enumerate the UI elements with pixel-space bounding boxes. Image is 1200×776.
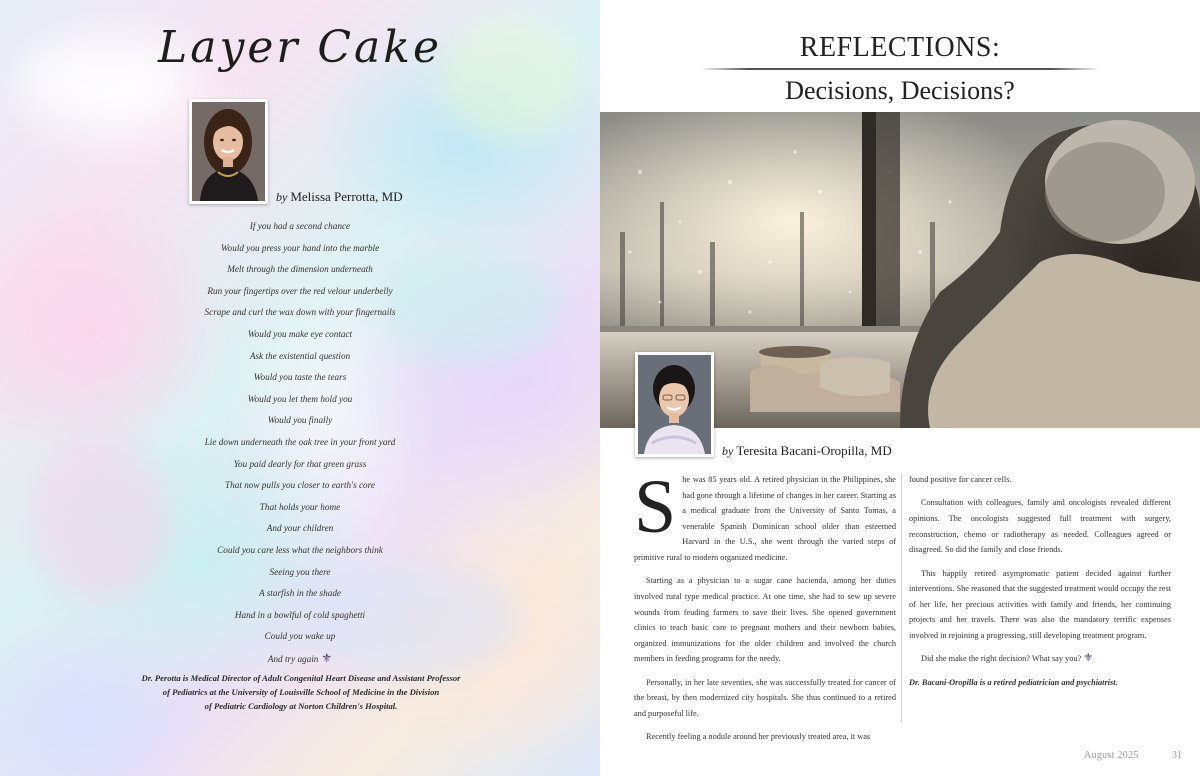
poem-line: A starfish in the shade bbox=[258, 588, 341, 599]
poem-line: That holds your home bbox=[259, 501, 341, 512]
poem-title: Layer Cake bbox=[158, 22, 442, 73]
author-bio: Dr. Bacani-Oropilla is a retired pediatrician and psychiatrist. bbox=[909, 677, 1118, 687]
author-byline bbox=[722, 443, 892, 459]
poem-line: Would you make eye contact bbox=[247, 328, 353, 339]
poem-line: Would you let them hold you bbox=[247, 393, 353, 404]
author-bio bbox=[118, 671, 484, 713]
poem-line: That now pulls you closer to earth's core bbox=[225, 480, 375, 491]
poem-line: Could you wake up bbox=[264, 631, 336, 642]
poem-line: Could you care less what the neighbors think bbox=[217, 544, 383, 555]
right-page bbox=[600, 0, 1200, 776]
article-subtitle: Decisions, Decisions? bbox=[785, 76, 1015, 105]
article-paragraph: found positive for cancer cells. bbox=[909, 475, 1012, 484]
poem-line: Lie down underneath the oak tree in your front yard bbox=[204, 436, 396, 447]
author-name: Melissa Perrotta, MD bbox=[290, 189, 403, 204]
author-photo bbox=[189, 99, 268, 204]
article-paragraph: This happily retired asymptomatic patient decided against further interventions. She reasoned that the suggested treatment would occupy the rest of her life, her precious activities with family and friends, her continuing projects and her travels. There was also the mandatory terrific expenses involved in rejoining a progressing, still developing treatment program. bbox=[909, 568, 1171, 640]
article-paragraph: Starting as a physician to a sugar cane hacienda, among her duties involved rural type medical practice. At one time, she had to sew up severe wounds from feuding farmers to save their lives. She opened government clinics to teach basic care to pregnant mothers and their newborn babies, organized immunizations for the older children and involved the church members in feeding programs for the needy. bbox=[634, 576, 896, 664]
fleur-de-lis-icon: ⚜ bbox=[321, 650, 333, 665]
byline-prefix: by bbox=[722, 444, 734, 458]
author-portrait-image bbox=[192, 102, 265, 201]
article-paragraph: Recently feeling a nodule around her previously treated area, it was bbox=[646, 732, 871, 742]
article-paragraph: Consultation with colleagues, family and oncologists revealed different opinions. The oncologists suggested full treatment with surgery, reconstruction, chemo or radiotherapy as needed. Colleagues agreed or disagreed. So did the family and close friends. bbox=[909, 498, 1171, 555]
poem-line: You paid dearly for that green grass bbox=[233, 458, 367, 469]
author-photo bbox=[635, 352, 714, 457]
byline-prefix: by bbox=[276, 190, 288, 204]
bio-line: of Pediatric Cardiology at Norton Children's Hospital. bbox=[204, 701, 398, 711]
fleur-de-lis-icon: ⚜ bbox=[1083, 652, 1094, 665]
title-divider bbox=[700, 68, 1100, 70]
article-column-2 bbox=[909, 472, 1171, 698]
issue-date: August 2025 bbox=[1084, 750, 1139, 761]
author-name: Teresita Bacani-Oropilla, MD bbox=[736, 443, 892, 458]
article-paragraph bbox=[909, 651, 1171, 667]
poem-line: Would you finally bbox=[267, 415, 333, 426]
poem-line: Would you taste the tears bbox=[253, 372, 347, 383]
poem-line-text: And try again bbox=[267, 653, 319, 664]
article-title: REFLECTIONS: bbox=[799, 32, 1001, 63]
paragraph-text: Did she make the right decision? What say you? bbox=[921, 654, 1082, 664]
poem-line: Hand in a bowlful of cold spaghetti bbox=[234, 609, 366, 620]
poem-line: Scrape and curl the wax down with your fingernails bbox=[204, 307, 396, 318]
poem-last-line bbox=[100, 650, 500, 672]
poem-body bbox=[100, 218, 500, 671]
article-paragraph: Personally, in her late seventies, she was successfully treated for cancer of the breast, by then modernized city hospitals. She thus continued to a retired and purposeful life. bbox=[634, 677, 896, 718]
bio-line: Dr. Perotta is Medical Director of Adult Congenital Heart Disease and Assistant Professor bbox=[141, 673, 461, 683]
poem-line: Ask the existential question bbox=[249, 350, 351, 361]
author-portrait-image bbox=[638, 355, 711, 454]
poem-line: If you had a second chance bbox=[249, 221, 351, 231]
author-byline bbox=[276, 189, 403, 205]
drop-cap: S bbox=[634, 465, 677, 549]
poem-line: Would you press your hand into the marble bbox=[220, 242, 380, 253]
article-column-1 bbox=[634, 465, 896, 753]
column-divider bbox=[901, 474, 902, 722]
poem-line: And your children bbox=[266, 523, 334, 534]
bio-line: of Pediatrics at the University of Louisville School of Medicine in the Division bbox=[162, 687, 440, 697]
article-paragraph bbox=[634, 465, 896, 566]
page-number: 31 bbox=[1172, 750, 1182, 761]
poem-line: Seeing you there bbox=[269, 566, 331, 577]
poem-line: Run your fingertips over the red velour underbelly bbox=[207, 285, 393, 296]
paragraph-text: he was 85 years old. A retired physician in the Philippines, she had gone through a lifetime of changes in her career. Starting as a medical graduate from the University of Santo Tomas, a venerable Spanish Dominican school older than esteemed Harvard in the U.S., she went through the varied steps of primitive rural to modern organized medicine. bbox=[634, 475, 896, 562]
poem-line: Melt through the dimension underneath bbox=[227, 264, 373, 275]
